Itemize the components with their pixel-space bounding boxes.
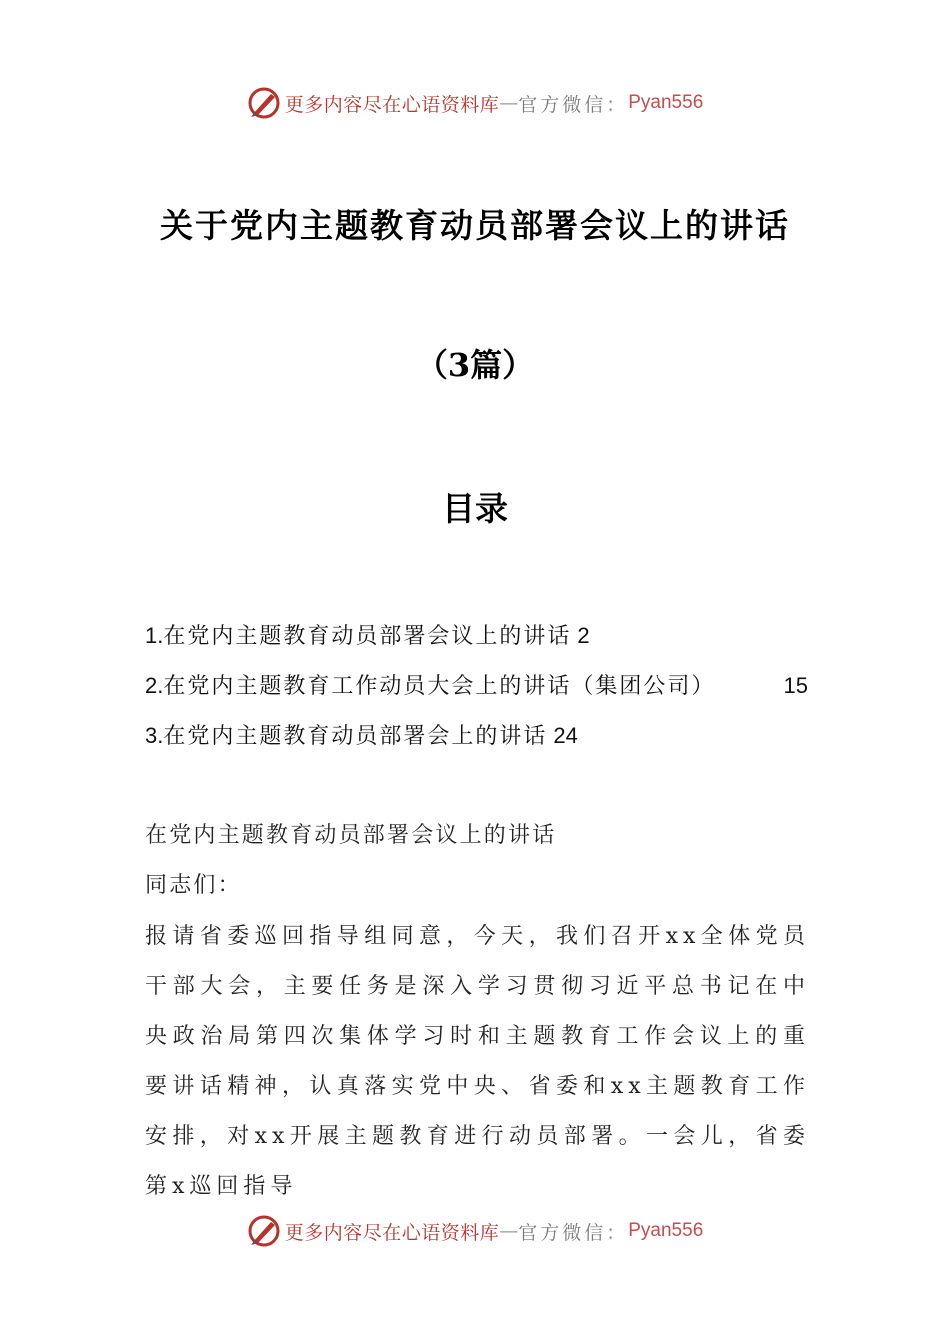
toc-item-number: 1. (145, 623, 164, 648)
header-banner (0, 83, 950, 123)
pen-circle-logo-icon (247, 1214, 281, 1248)
toc-item[interactable] (145, 714, 810, 764)
toc-item-number: 3. (145, 723, 164, 748)
banner-text: 更多内容尽在心语资料库 (284, 1221, 500, 1244)
toc-item[interactable] (145, 664, 810, 714)
banner-account: Pyan556 (628, 92, 704, 113)
banner-dash: — (499, 92, 519, 114)
banner-text: 更多内容尽在心语资料库 (284, 93, 500, 116)
toc-item-page: 15 (783, 673, 808, 698)
salutation: 同志们： (145, 873, 242, 898)
toc-item-page: 2 (577, 623, 590, 648)
footer-banner (0, 1211, 950, 1251)
document-title: 关于党内主题教育动员部署会议上的讲话 (160, 206, 790, 245)
toc-item-number: 2. (145, 673, 164, 698)
body-paragraph: 报请省委巡回指导组同意，今天，我们召开xx全体党员干部大会，主要任务是深入学习贯彻习近平总书记在中央政治局第四次集体学习时和主题教育工作会议上的重要讲话精神，认真落实党中央、省委和xx主题教育工作安排，对xx开展主题教育进行动员部署。一会儿，省委第x巡回指导 (145, 924, 810, 1199)
toc-heading: 目录 (442, 489, 508, 528)
toc-item-text: 在党内主题教育工作动员大会上的讲话（集团公司） (163, 674, 716, 699)
table-of-contents (145, 614, 810, 764)
speech-heading: 在党内主题教育动员部署会议上的讲话 (145, 823, 557, 848)
pen-circle-logo-icon (247, 86, 281, 120)
banner-account: Pyan556 (628, 1220, 704, 1241)
banner-dash: — (499, 1220, 519, 1242)
toc-item-text: 在党内主题教育动员部署会上的讲话 (163, 724, 548, 749)
document-body (145, 812, 810, 1212)
toc-item-page: 24 (553, 723, 578, 748)
banner-label: 官方微信： (518, 93, 629, 116)
document-subtitle: （3篇） (415, 346, 535, 384)
banner-label: 官方微信： (518, 1221, 629, 1244)
toc-item-text: 在党内主题教育动员部署会议上的讲话 (163, 624, 572, 649)
toc-item[interactable] (145, 614, 810, 664)
